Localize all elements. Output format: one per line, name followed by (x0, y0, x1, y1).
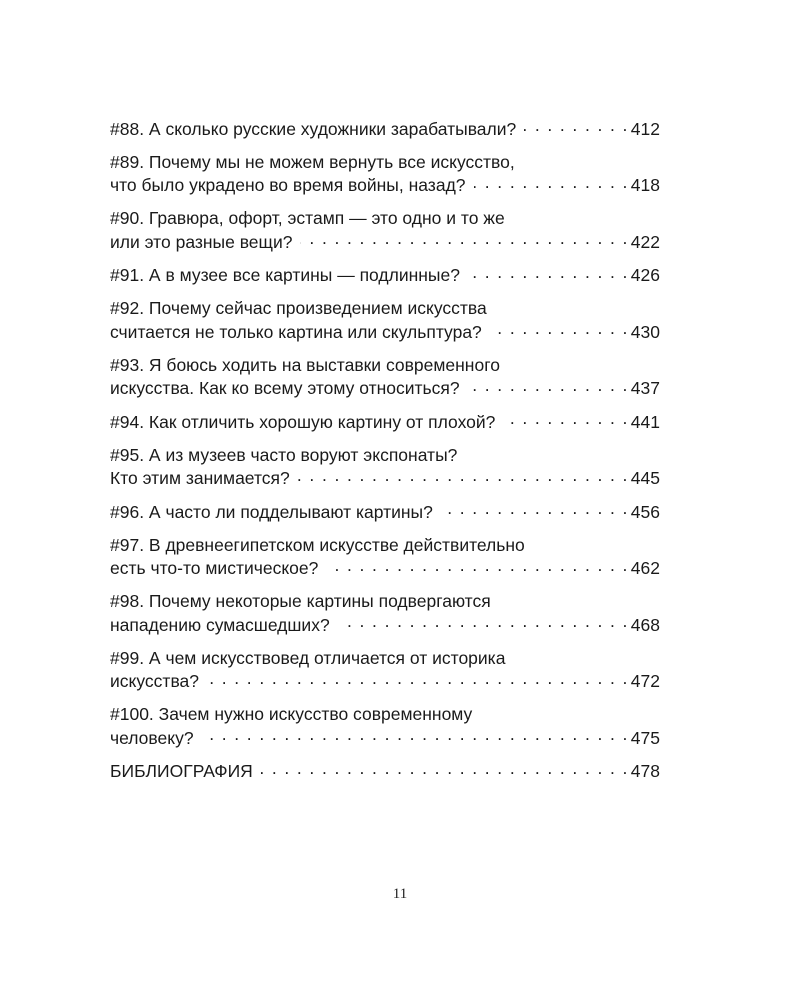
dot-leader (207, 670, 629, 688)
toc-page-number: 418 (630, 175, 660, 195)
toc-page-number: 426 (630, 265, 660, 285)
dot-leader (326, 557, 628, 575)
table-of-contents (110, 117, 660, 793)
toc-page-number: 441 (630, 411, 660, 432)
toc-entry[interactable] (110, 444, 660, 491)
toc-entry-title: #89. Почему мы не можем вернуть все искусство, (110, 151, 515, 172)
toc-entry[interactable] (110, 117, 660, 141)
toc-entry[interactable] (110, 410, 660, 434)
toc-entry-title: #98. Почему некоторые картины подвергаются (110, 591, 491, 611)
toc-entry[interactable] (110, 534, 660, 581)
toc-entry[interactable] (110, 151, 660, 198)
toc-entry[interactable] (110, 354, 660, 401)
toc-entry-bibliography[interactable] (110, 760, 660, 784)
toc-entry-title-continued: искусства? (110, 671, 200, 691)
toc-entry-title-continued: нападению сумасшедших? (110, 614, 330, 635)
toc-entry[interactable] (110, 500, 660, 524)
toc-entry-title-continued: искусства. Как ко всему этому относиться? (110, 378, 460, 398)
page-number: 11 (392, 886, 408, 902)
dot-leader (202, 726, 629, 744)
toc-page-number: 430 (630, 321, 660, 342)
toc-entry-title-continued: считается не только картина или скульптура? (110, 321, 482, 342)
dot-leader (490, 320, 629, 338)
toc-entry[interactable] (110, 703, 660, 750)
toc-page-number: 468 (630, 614, 660, 635)
toc-entry-title-continued: есть что-то мистическое? (110, 558, 319, 578)
toc-page-number: 475 (630, 727, 660, 748)
dot-leader (441, 500, 629, 518)
dot-leader (524, 117, 629, 135)
dot-leader (468, 377, 629, 395)
toc-page-number: 445 (630, 468, 660, 488)
toc-page-number: 472 (630, 671, 660, 691)
toc-page-number: 422 (630, 231, 660, 252)
toc-entry-title: БИБЛИОГРАФИЯ (110, 761, 253, 781)
toc-entry[interactable] (110, 590, 660, 637)
dot-leader (261, 760, 629, 778)
dot-leader (300, 230, 628, 248)
toc-entry-title: #93. Я боюсь ходить на выставки современного (110, 354, 500, 375)
toc-entry-title: #91. А в музее все картины — подлинные? (110, 265, 460, 285)
toc-page-number: 456 (630, 501, 660, 522)
toc-entry-title: #88. А сколько русские художники зарабатывали? (110, 118, 517, 139)
toc-page-number: 437 (630, 378, 660, 398)
toc-entry-title: #96. А часто ли подделывают картины? (110, 501, 433, 522)
toc-entry-title-continued: человеку? (110, 727, 194, 748)
toc-entry-title: #100. Зачем нужно искусство современному (110, 704, 473, 724)
toc-entry-title-continued: что было украдено во время войны, назад? (110, 175, 466, 195)
toc-entry-title-continued: Кто этим занимается? (110, 468, 290, 488)
toc-entry-title: #95. А из музеев часто воруют экспонаты? (110, 444, 458, 465)
toc-entry-title: #99. А чем искусствовед отличается от историка (110, 647, 506, 668)
toc-entry-title: #97. В древнеегипетском искусстве действительно (110, 534, 525, 555)
dot-leader (338, 613, 629, 631)
toc-entry-title: #94. Как отличить хорошую картину от плохой? (110, 411, 496, 432)
toc-entry-title-continued: или это разные вещи? (110, 231, 293, 252)
toc-entry-title: #90. Гравюра, офорт, эстамп — это одно и то же (110, 208, 505, 228)
dot-leader (503, 410, 628, 428)
toc-entry[interactable] (110, 207, 660, 254)
toc-entry[interactable] (110, 297, 660, 344)
toc-entry[interactable] (110, 264, 660, 288)
toc-page-number: 412 (630, 118, 660, 139)
toc-page-number: 478 (630, 761, 660, 781)
toc-entry[interactable] (110, 647, 660, 694)
toc-page-number: 462 (630, 558, 660, 578)
dot-leader (474, 174, 629, 192)
dot-leader (468, 264, 629, 282)
toc-entry-title: #92. Почему сейчас произведением искусства (110, 298, 487, 318)
dot-leader (298, 467, 629, 485)
